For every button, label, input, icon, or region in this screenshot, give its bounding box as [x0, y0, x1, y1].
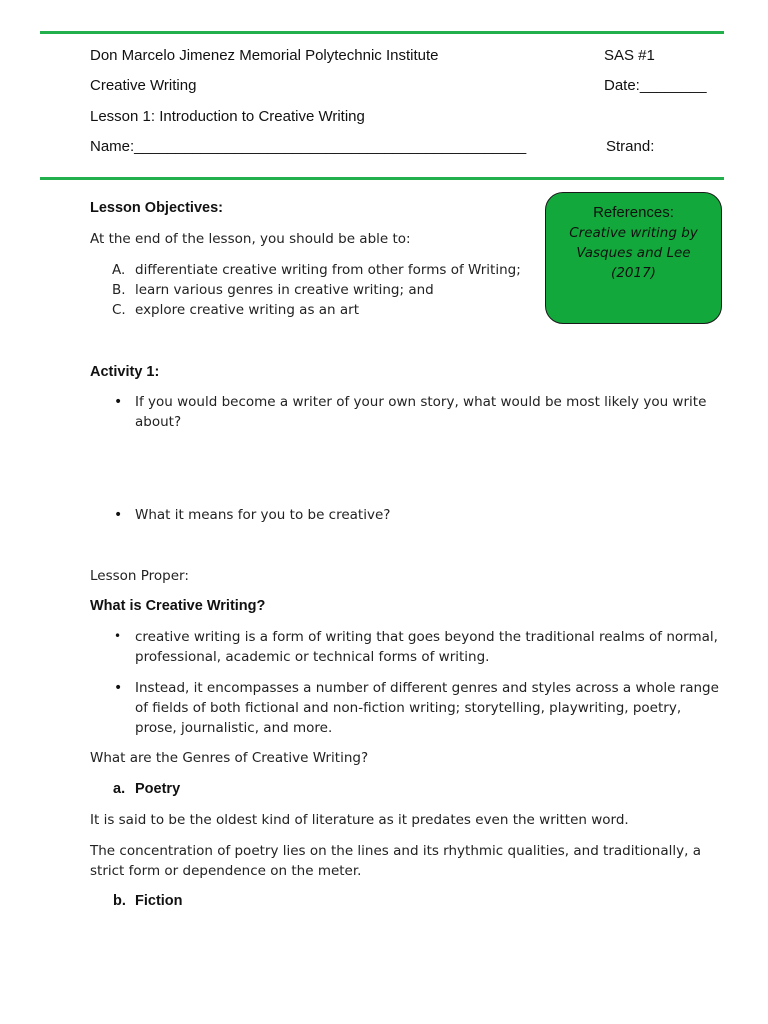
activity-heading: Activity 1: — [90, 364, 160, 380]
genres-question: What are the Genres of Creative Writing? — [90, 750, 369, 766]
genres-line-2: of fields of both fictional and non-fiction writing; storytelling, playwriting, poetry, — [135, 700, 682, 716]
lesson-title: Lesson 1: Introduction to Creative Writing — [90, 108, 365, 125]
creative-writing-heading: What is Creative Writing? — [90, 598, 266, 614]
bullet-icon: • — [114, 394, 123, 410]
references-body: Creative writing by Vasques and Lee (2017) — [569, 225, 698, 281]
header-bottom-rule — [40, 177, 724, 180]
poetry-paragraph-2-line-1: The concentration of poetry lies on the lines and its rhythmic qualities, and traditionally, a — [90, 843, 701, 859]
objective-item-b: learn various genres in creative writing; and — [135, 282, 434, 298]
bullet-icon: • — [114, 507, 123, 523]
activity-question-1-line-2: about? — [135, 414, 182, 430]
date-field[interactable]: Date:________ — [604, 77, 707, 94]
bullet-icon: • — [114, 680, 123, 696]
top-rule — [40, 31, 724, 34]
references-title: References: — [593, 204, 674, 221]
poetry-marker: a. — [113, 781, 126, 797]
poetry-paragraph-1: It is said to be the oldest kind of literature as it predates even the written word. — [90, 812, 629, 828]
name-field[interactable]: Name:_______________________________________________ — [90, 138, 527, 155]
objective-item-a: differentiate creative writing from other forms of Writing; — [135, 262, 521, 278]
sas-number: SAS #1 — [604, 47, 655, 64]
lesson-proper-label: Lesson Proper: — [90, 568, 189, 584]
bullet-icon: • — [114, 629, 122, 643]
activity-question-2: What it means for you to be creative? — [135, 507, 391, 523]
objective-marker-a: A. — [112, 262, 126, 278]
poetry-paragraph-2-line-2: strict form or dependence on the meter. — [90, 863, 362, 879]
genres-line-1: Instead, it encompasses a number of different genres and styles across a whole range — [135, 680, 719, 696]
definition-line-1: creative writing is a form of writing that goes beyond the traditional realms of normal, — [135, 629, 718, 645]
references-box — [545, 192, 722, 324]
objectives-heading: Lesson Objectives: — [90, 200, 223, 216]
poetry-heading: Poetry — [135, 781, 181, 797]
subject-title: Creative Writing — [90, 77, 197, 94]
genres-line-3: prose, journalistic, and more. — [135, 720, 333, 736]
activity-question-1-line-1: If you would become a writer of your own story, what would be most likely you write — [135, 394, 707, 410]
fiction-heading: Fiction — [135, 893, 183, 909]
definition-line-2: professional, academic or technical forms of writing. — [135, 649, 490, 665]
objective-marker-b: B. — [112, 282, 126, 298]
objectives-intro: At the end of the lesson, you should be able to: — [90, 231, 411, 247]
strand-field[interactable]: Strand: — [606, 138, 655, 155]
fiction-marker: b. — [113, 893, 126, 909]
objective-item-c: explore creative writing as an art — [135, 302, 360, 318]
institute-name: Don Marcelo Jimenez Memorial Polytechnic Institute — [90, 47, 439, 64]
objective-marker-c: C. — [112, 302, 126, 318]
